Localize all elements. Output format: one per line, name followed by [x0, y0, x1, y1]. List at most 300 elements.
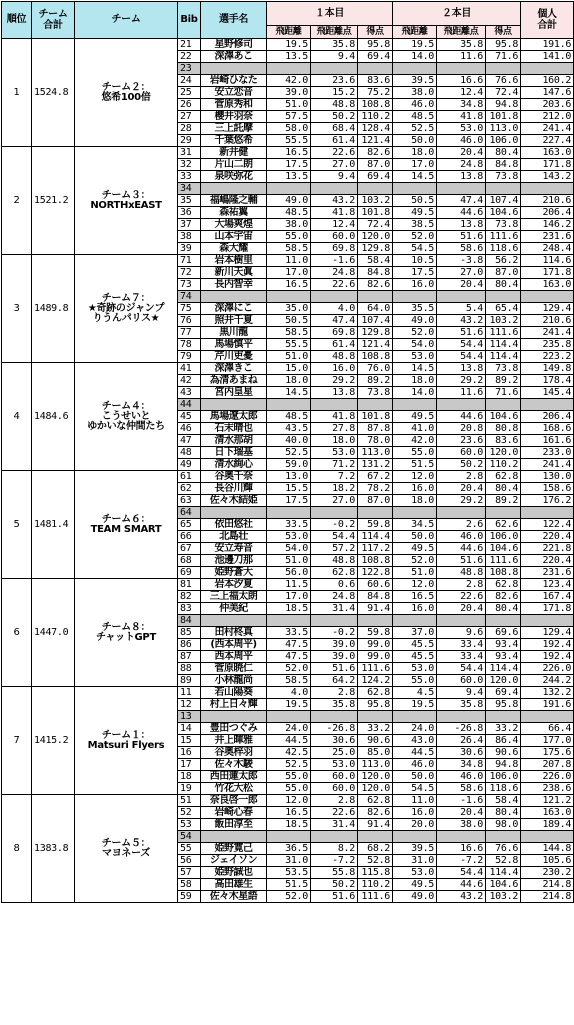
team-total: 1524.8	[32, 39, 75, 147]
r1-score: 99.0	[358, 639, 393, 651]
r2-distance: 31.0	[393, 855, 437, 867]
player-name: 豊田つぐみ	[201, 723, 267, 735]
r2-distance-points: 38.0	[437, 819, 486, 831]
player-name: 岩本汐夏	[201, 579, 267, 591]
r2-distance: 55.0	[393, 447, 437, 459]
r1-score: 82.6	[358, 279, 393, 291]
r1-distance-points: 22.6	[311, 147, 358, 159]
bib-number: 58	[178, 879, 201, 891]
bib-number: 44	[178, 399, 201, 411]
r1-distance: 33.5	[267, 519, 311, 531]
player-name: 高田雄生	[201, 879, 267, 891]
r2-distance: 53.0	[393, 351, 437, 363]
r2-score: 104.6	[486, 411, 521, 423]
individual-total: 192.4	[521, 639, 574, 651]
header-bib: Bib	[178, 2, 201, 39]
bib-number: 64	[178, 507, 201, 519]
r2-distance-points: 35.8	[437, 39, 486, 51]
r1-distance-points: 50.2	[311, 111, 358, 123]
player-name: 芹川吏憂	[201, 351, 267, 363]
r1-distance: 18.5	[267, 819, 311, 831]
player-name: 新井健	[201, 147, 267, 159]
r2-distance-points: 54.4	[437, 351, 486, 363]
individual-total	[521, 711, 574, 723]
r2-score: 111.6	[486, 231, 521, 243]
r1-score: 59.8	[358, 519, 393, 531]
r2-distance: 17.5	[393, 267, 437, 279]
individual-total: 167.4	[521, 591, 574, 603]
team-name	[75, 795, 178, 903]
individual-total: 130.0	[521, 471, 574, 483]
r2-distance-points: 50.2	[437, 459, 486, 471]
bib-number: 61	[178, 471, 201, 483]
r1-score: 108.8	[358, 99, 393, 111]
team-name	[75, 579, 178, 687]
r1-distance-points: 22.6	[311, 279, 358, 291]
player-name: 千葉悠希	[201, 135, 267, 147]
r1-score: 59.8	[358, 627, 393, 639]
r2-distance-points: 46.0	[437, 771, 486, 783]
r1-distance-points: 27.8	[311, 423, 358, 435]
r2-distance: 39.5	[393, 75, 437, 87]
r1-score: 72.4	[358, 219, 393, 231]
r2-score	[486, 183, 521, 195]
r1-distance: 33.5	[267, 627, 311, 639]
r2-distance-points: 2.6	[437, 519, 486, 531]
individual-total: 191.6	[521, 699, 574, 711]
individual-total: 231.6	[521, 231, 574, 243]
r2-score: 80.4	[486, 807, 521, 819]
player-name: (西本周平)	[201, 639, 267, 651]
team-name-line: チーム５：	[101, 837, 151, 849]
r2-distance: 50.0	[393, 771, 437, 783]
r2-distance-points: 44.6	[437, 411, 486, 423]
bib-number: 55	[178, 843, 201, 855]
player-name: 照井千夏	[201, 315, 267, 327]
r1-distance-points: 9.4	[311, 171, 358, 183]
bib-number: 33	[178, 171, 201, 183]
r2-distance: 38.5	[393, 219, 437, 231]
r1-score: 58.4	[358, 255, 393, 267]
r2-distance-points: 22.6	[437, 591, 486, 603]
player-name	[201, 507, 267, 519]
r2-distance-points: 2.8	[437, 579, 486, 591]
r1-distance: 36.5	[267, 843, 311, 855]
r1-distance: 55.0	[267, 783, 311, 795]
r2-score: 58.4	[486, 795, 521, 807]
r1-distance: 19.5	[267, 39, 311, 51]
r2-score	[486, 63, 521, 75]
player-name: 新川天眞	[201, 267, 267, 279]
individual-total: 160.2	[521, 75, 574, 87]
bib-number: 89	[178, 675, 201, 687]
r2-distance: 52.5	[393, 123, 437, 135]
player-name: 菅原暁仁	[201, 663, 267, 675]
r2-score	[486, 831, 521, 843]
team-name-line: チーム１：	[101, 729, 151, 741]
bib-number: 71	[178, 255, 201, 267]
r1-distance-points: 16.0	[311, 363, 358, 375]
r1-score: 108.8	[358, 351, 393, 363]
r2-score: 111.6	[486, 555, 521, 567]
r1-distance-points: 57.2	[311, 543, 358, 555]
r2-distance-points: 35.8	[437, 699, 486, 711]
r1-distance: 24.0	[267, 723, 311, 735]
r1-score: 128.4	[358, 123, 393, 135]
team-rank: 4	[2, 363, 32, 471]
r2-score: 106.0	[486, 531, 521, 543]
r1-distance-points: 9.4	[311, 51, 358, 63]
r2-distance-points: 54.4	[437, 339, 486, 351]
bib-number: 45	[178, 411, 201, 423]
player-name: 為清あまね	[201, 375, 267, 387]
r1-distance-points: 22.6	[311, 807, 358, 819]
team-rank: 6	[2, 579, 32, 687]
r1-score: 99.0	[358, 651, 393, 663]
r2-distance: 48.5	[393, 111, 437, 123]
r2-distance: 38.0	[393, 87, 437, 99]
individual-total: 223.2	[521, 351, 574, 363]
r1-distance: 52.5	[267, 759, 311, 771]
r1-score: 107.4	[358, 315, 393, 327]
individual-total: 168.6	[521, 423, 574, 435]
r2-score: 84.8	[486, 159, 521, 171]
r2-distance: 49.0	[393, 891, 437, 903]
r1-distance-points: 55.8	[311, 867, 358, 879]
r1-score: 85.0	[358, 747, 393, 759]
player-name: 佐々木結姫	[201, 495, 267, 507]
r1-score: 60.6	[358, 579, 393, 591]
player-name: 菅原秀和	[201, 99, 267, 111]
r1-distance-points: 61.4	[311, 135, 358, 147]
r2-score: 56.2	[486, 255, 521, 267]
r1-score: 111.6	[358, 891, 393, 903]
r1-distance-points: 39.0	[311, 639, 358, 651]
r2-distance-points: 11.6	[437, 51, 486, 63]
r1-distance: 16.5	[267, 807, 311, 819]
r1-distance-points: 53.0	[311, 447, 358, 459]
individual-total	[521, 63, 574, 75]
r2-distance: 41.0	[393, 423, 437, 435]
bib-number: 12	[178, 699, 201, 711]
r1-score: 120.0	[358, 771, 393, 783]
bib-number: 27	[178, 111, 201, 123]
r2-distance-points: 30.6	[437, 747, 486, 759]
team-name-line: チーム３：	[101, 189, 151, 201]
individual-total: 241.4	[521, 459, 574, 471]
bib-number: 65	[178, 519, 201, 531]
r1-score: 131.2	[358, 459, 393, 471]
r1-distance-points: 24.8	[311, 591, 358, 603]
bib-number: 86	[178, 639, 201, 651]
r1-distance: 43.5	[267, 423, 311, 435]
r2-distance-points	[437, 507, 486, 519]
individual-total: 203.6	[521, 99, 574, 111]
r2-distance-points: 43.2	[437, 315, 486, 327]
r1-distance: 19.5	[267, 699, 311, 711]
r1-score: 124.2	[358, 675, 393, 687]
r1-distance: 55.0	[267, 771, 311, 783]
individual-total: 207.8	[521, 759, 574, 771]
individual-total	[521, 291, 574, 303]
team-total: 1415.2	[32, 687, 75, 795]
bib-number: 36	[178, 207, 201, 219]
individual-total: 227.4	[521, 135, 574, 147]
r1-distance: 52.5	[267, 447, 311, 459]
r2-score: 114.4	[486, 351, 521, 363]
r2-distance: 14.0	[393, 51, 437, 63]
bib-number: 73	[178, 279, 201, 291]
team-name-line: チーム８：	[101, 621, 151, 633]
r1-distance: 57.5	[267, 111, 311, 123]
bib-number: 48	[178, 447, 201, 459]
r1-score: 64.0	[358, 303, 393, 315]
individual-total: 235.8	[521, 339, 574, 351]
team-name	[75, 147, 178, 255]
r1-distance	[267, 507, 311, 519]
r1-score	[358, 183, 393, 195]
r1-distance: 53.0	[267, 531, 311, 543]
r2-score: 93.4	[486, 651, 521, 663]
r2-distance: 49.5	[393, 207, 437, 219]
r2-distance-points	[437, 615, 486, 627]
r2-distance: 55.0	[393, 675, 437, 687]
r1-distance: 42.5	[267, 747, 311, 759]
individual-total: 161.6	[521, 435, 574, 447]
individual-total: 206.4	[521, 207, 574, 219]
r2-score: 120.0	[486, 675, 521, 687]
r1-distance	[267, 399, 311, 411]
r2-score: 94.8	[486, 759, 521, 771]
r1-distance-points: 23.6	[311, 75, 358, 87]
r2-distance: 20.0	[393, 819, 437, 831]
r1-distance-points: 35.8	[311, 39, 358, 51]
r2-distance-points: 29.2	[437, 375, 486, 387]
r1-score: 121.4	[358, 135, 393, 147]
r1-distance-points: 48.8	[311, 99, 358, 111]
r1-distance: 58.5	[267, 243, 311, 255]
r1-score: 62.8	[358, 687, 393, 699]
player-name	[201, 399, 267, 411]
player-name: 飯田淳至	[201, 819, 267, 831]
r1-distance	[267, 183, 311, 195]
individual-total: 177.0	[521, 735, 574, 747]
r1-distance: 52.0	[267, 891, 311, 903]
bib-number: 13	[178, 711, 201, 723]
r1-distance-points: 18.2	[311, 483, 358, 495]
individual-total	[521, 615, 574, 627]
r1-distance: 50.5	[267, 315, 311, 327]
r2-score: 69.6	[486, 627, 521, 639]
bib-number: 26	[178, 99, 201, 111]
r1-score: 78.0	[358, 435, 393, 447]
r2-distance: 43.0	[393, 735, 437, 747]
r2-score: 76.6	[486, 843, 521, 855]
bib-number: 35	[178, 195, 201, 207]
r2-distance: 4.5	[393, 687, 437, 699]
r1-distance-points: 69.8	[311, 243, 358, 255]
team-name-line: チーム４：	[101, 400, 151, 412]
r2-distance: 53.0	[393, 867, 437, 879]
r1-score	[358, 831, 393, 843]
bib-number: 52	[178, 807, 201, 819]
r1-distance-points: 35.8	[311, 699, 358, 711]
r1-distance: 55.5	[267, 339, 311, 351]
r1-distance: 51.5	[267, 879, 311, 891]
individual-total: 241.4	[521, 327, 574, 339]
r1-distance-points: 2.8	[311, 795, 358, 807]
individual-total: 149.8	[521, 363, 574, 375]
r1-distance-points: 54.4	[311, 531, 358, 543]
r2-score: 90.6	[486, 747, 521, 759]
table-row	[2, 471, 574, 483]
team-name-line: チャットGPT	[96, 631, 156, 643]
r1-distance: 52.0	[267, 663, 311, 675]
r2-score: 101.8	[486, 111, 521, 123]
r1-score: 68.2	[358, 843, 393, 855]
r1-distance: 58.5	[267, 327, 311, 339]
r2-score: 107.4	[486, 195, 521, 207]
player-name: 小林龍尚	[201, 675, 267, 687]
team-name	[75, 471, 178, 579]
bib-number: 18	[178, 771, 201, 783]
team-total: 1521.2	[32, 147, 75, 255]
r2-score	[486, 291, 521, 303]
r1-score: 120.0	[358, 783, 393, 795]
individual-total: 230.2	[521, 867, 574, 879]
r1-distance: 53.5	[267, 867, 311, 879]
player-name: 清水那胡	[201, 435, 267, 447]
bib-number: 14	[178, 723, 201, 735]
player-name: 岩本樹里	[201, 255, 267, 267]
r2-distance: 19.5	[393, 39, 437, 51]
team-rank: 1	[2, 39, 32, 147]
r2-distance: 49.5	[393, 411, 437, 423]
r1-score: 82.6	[358, 807, 393, 819]
r1-distance: 15.0	[267, 363, 311, 375]
r2-score: 98.0	[486, 819, 521, 831]
r1-distance-points: 71.2	[311, 459, 358, 471]
table-row	[2, 687, 574, 699]
individual-total: 146.2	[521, 219, 574, 231]
player-name: 深澤あこ	[201, 51, 267, 63]
r2-score: 65.4	[486, 303, 521, 315]
r1-score: 115.8	[358, 867, 393, 879]
r2-score: 71.6	[486, 387, 521, 399]
r2-distance	[393, 711, 437, 723]
r1-distance: 18.0	[267, 375, 311, 387]
r2-score: 94.8	[486, 99, 521, 111]
r2-distance-points	[437, 711, 486, 723]
r1-distance-points: 0.6	[311, 579, 358, 591]
header-team: チーム	[75, 2, 178, 39]
player-name: 姫野誠也	[201, 867, 267, 879]
player-name: 安立恋音	[201, 87, 267, 99]
r2-distance: 24.0	[393, 723, 437, 735]
table-row	[2, 39, 574, 51]
r1-distance-points: 25.0	[311, 747, 358, 759]
r2-score: 120.0	[486, 447, 521, 459]
r2-score: 62.8	[486, 579, 521, 591]
r1-distance: 49.0	[267, 195, 311, 207]
bib-number: 76	[178, 315, 201, 327]
individual-total	[521, 831, 574, 843]
table-row	[2, 147, 574, 159]
r2-distance-points: -7.2	[437, 855, 486, 867]
r1-score: 73.8	[358, 387, 393, 399]
r2-distance-points: 20.4	[437, 147, 486, 159]
individual-total: 231.6	[521, 567, 574, 579]
team-rank: 8	[2, 795, 32, 903]
r2-distance-points: 54.4	[437, 867, 486, 879]
r2-distance-points: 34.8	[437, 99, 486, 111]
r2-distance	[393, 831, 437, 843]
r1-distance-points: 31.4	[311, 819, 358, 831]
individual-total: 248.4	[521, 243, 574, 255]
r2-distance: 52.0	[393, 327, 437, 339]
player-name: 谷奥梓羽	[201, 747, 267, 759]
player-name: 宮内皇星	[201, 387, 267, 399]
header-player: 選手名	[201, 2, 267, 39]
bib-number: 66	[178, 531, 201, 543]
r1-distance: 12.0	[267, 795, 311, 807]
player-name	[201, 291, 267, 303]
r1-distance	[267, 831, 311, 843]
r1-distance-points: 48.8	[311, 351, 358, 363]
r1-distance: 55.0	[267, 231, 311, 243]
r2-distance-points: 16.6	[437, 843, 486, 855]
r2-distance: 16.0	[393, 483, 437, 495]
team-name	[75, 363, 178, 471]
team-name-line: 悠希100倍	[101, 91, 151, 103]
r1-score: 111.6	[358, 663, 393, 675]
individual-total: 221.8	[521, 543, 574, 555]
r1-distance: 55.5	[267, 135, 311, 147]
r1-distance-points: -0.2	[311, 627, 358, 639]
r1-score: 91.4	[358, 819, 393, 831]
r1-distance-points: 4.0	[311, 303, 358, 315]
individual-total: 176.2	[521, 495, 574, 507]
player-name: 長谷川輝	[201, 483, 267, 495]
r2-score: 69.4	[486, 687, 521, 699]
player-name: 日下瑠基	[201, 447, 267, 459]
bib-number: 84	[178, 615, 201, 627]
r1-distance-points: 61.4	[311, 339, 358, 351]
r1-score	[358, 711, 393, 723]
r2-distance-points: 26.4	[437, 735, 486, 747]
r2-distance: 18.0	[393, 147, 437, 159]
r1-score: 103.2	[358, 195, 393, 207]
r2-distance-points: 23.6	[437, 435, 486, 447]
r2-distance: 14.0	[393, 387, 437, 399]
r2-score: 103.2	[486, 315, 521, 327]
r2-distance: 52.0	[393, 231, 437, 243]
r1-score: 101.8	[358, 207, 393, 219]
bib-number: 78	[178, 339, 201, 351]
r2-score: 110.2	[486, 459, 521, 471]
player-name: 石末晴也	[201, 423, 267, 435]
header-r1-distance: 飛距離	[267, 26, 311, 39]
bib-number: 28	[178, 123, 201, 135]
r2-score: 62.6	[486, 519, 521, 531]
r1-score: 129.8	[358, 243, 393, 255]
player-name: 佐々木駿	[201, 759, 267, 771]
r2-score	[486, 711, 521, 723]
r1-distance: 17.0	[267, 267, 311, 279]
bib-number: 51	[178, 795, 201, 807]
r2-distance-points: -1.6	[437, 795, 486, 807]
player-name	[201, 831, 267, 843]
